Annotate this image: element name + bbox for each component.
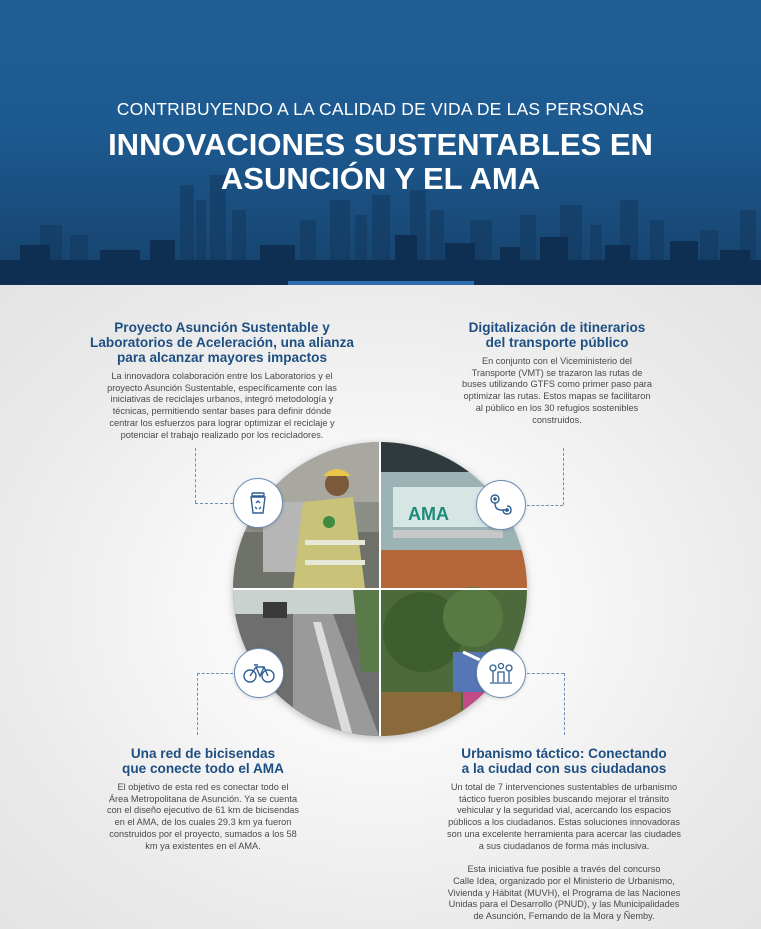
section-tactical-urbanism-title — [424, 746, 704, 776]
body-line: construidos. — [532, 414, 582, 425]
body-line: al público en los 30 refugios sostenibles — [475, 402, 639, 413]
section-tactical-urbanism — [424, 746, 704, 923]
recycling-bin-icon — [233, 478, 283, 528]
connector-line — [527, 673, 564, 674]
section-recycling-body — [72, 371, 372, 441]
title-line: Digitalización de itinerarios — [468, 320, 646, 335]
body-line: optimizar las rutas. Estos mapas se facilitaron — [463, 391, 651, 402]
title-line: Urbanismo táctico: Conectando — [461, 746, 667, 761]
body-line: con el diseño ejecutivo de 61 km de bicisendas — [106, 805, 300, 816]
connector-line — [195, 448, 196, 503]
body-line: potenciar el trabajo realizado por los recicladores. — [120, 429, 324, 440]
connector-line — [564, 673, 565, 735]
section-transport — [432, 320, 682, 426]
section-tactical-urbanism-body-2 — [424, 864, 704, 923]
page-title — [0, 128, 761, 196]
section-transport-body — [432, 356, 682, 426]
title-line: para alcanzar mayores impactos — [116, 350, 328, 365]
section-transport-title — [432, 320, 682, 350]
section-bike-network-title — [68, 746, 338, 776]
bicycle-icon — [234, 648, 284, 698]
body-line: Un total de 7 intervenciones sustentables de urbanismo — [450, 782, 678, 792]
body-line: Calle Idea, organizado por el Ministerio de Urbanismo, — [453, 875, 675, 886]
body-line: La innovadora colaboración entre los Laboratorios y el — [111, 371, 333, 381]
title-line: que conecte todo el AMA — [122, 761, 284, 776]
body-line: públicos a los ciudadanos. Estas soluciones innovadoras — [448, 817, 680, 828]
header-kicker: CONTRIBUYENDO A LA CALIDAD DE VIDA DE LAS PERSONAS — [116, 99, 645, 119]
title-line: Laboratorios de Aceleración, una alianza — [90, 335, 354, 350]
body-line: a sus ciudadanos de forma más inclusiva. — [478, 840, 650, 851]
svg-text:AMA: AMA — [408, 504, 449, 524]
body-line: técnicas, permitiendo sentar bases para definir dónde — [112, 406, 332, 417]
body-line: de Asunción, Fernando de la Mora y Ñemby. — [473, 911, 655, 922]
title-line: Proyecto Asunción Sustentable y — [114, 320, 330, 335]
body-line: Unidas para el Desarrollo (PNUD), y las Municipalidades — [448, 899, 680, 910]
section-recycling — [72, 320, 372, 441]
connector-line — [563, 448, 564, 505]
section-bike-network — [68, 746, 338, 852]
body-line: Esta iniciativa fue posible a través del concurso — [467, 864, 661, 875]
section-bike-network-body — [68, 782, 338, 852]
header-banner — [0, 0, 761, 285]
body-line: Transporte (VMT) se trazaron las rutas de — [471, 367, 643, 378]
body-line: En conjunto con el Viceministerio del — [482, 356, 632, 366]
urban-people-icon — [476, 648, 526, 698]
body-line: vehicular y la seguridad vial, acercando los espacios — [457, 805, 671, 816]
page-title-line-2: ASUNCIÓN Y EL AMA — [220, 161, 541, 196]
title-line: del transporte público — [485, 335, 629, 350]
section-recycling-title — [72, 320, 372, 365]
body-line: Vivienda y Hábitat (MUVH), el Programa de las Naciones — [447, 887, 681, 898]
body-line: buses utilizando GTFS como primer paso para — [462, 379, 652, 390]
body-line: proyecto Asunción Sustentable, específicamente con las — [107, 382, 337, 393]
route-map-icon — [476, 480, 526, 530]
body-line: El objetivo de esta red es conectar todo el — [117, 782, 289, 792]
connector-line — [527, 505, 563, 506]
title-line: Una red de bicisendas — [130, 746, 276, 761]
connector-line — [197, 673, 233, 674]
body-line: km ya existentes en el AMA. — [145, 840, 261, 851]
body-line: construidos por el proyecto, sumados a los 58 — [109, 828, 297, 839]
body-line: iniciativas de reciclajes urbanos, integró metodología y — [110, 394, 334, 405]
body-line: centrar los esfuerzos para lograr optimizar el reciclaje y — [109, 417, 335, 428]
connector-line — [197, 673, 198, 735]
body-line: táctico fueron posibles buscando mejorar el tránsito — [459, 793, 669, 804]
page-title-line-1: INNOVACIONES SUSTENTABLES EN — [108, 127, 653, 162]
body-line: son una excelente herramienta para acercar las ciudades — [447, 828, 681, 839]
body-line: en el AMA, de los cuales 29.3 km ya fueron — [114, 817, 292, 828]
connector-line — [195, 503, 233, 504]
body-line: Área Metropolitana de Asunción. Ya se cuenta — [108, 793, 298, 804]
section-tactical-urbanism-body — [424, 782, 704, 852]
title-line: a la ciudad con sus ciudadanos — [461, 761, 667, 776]
